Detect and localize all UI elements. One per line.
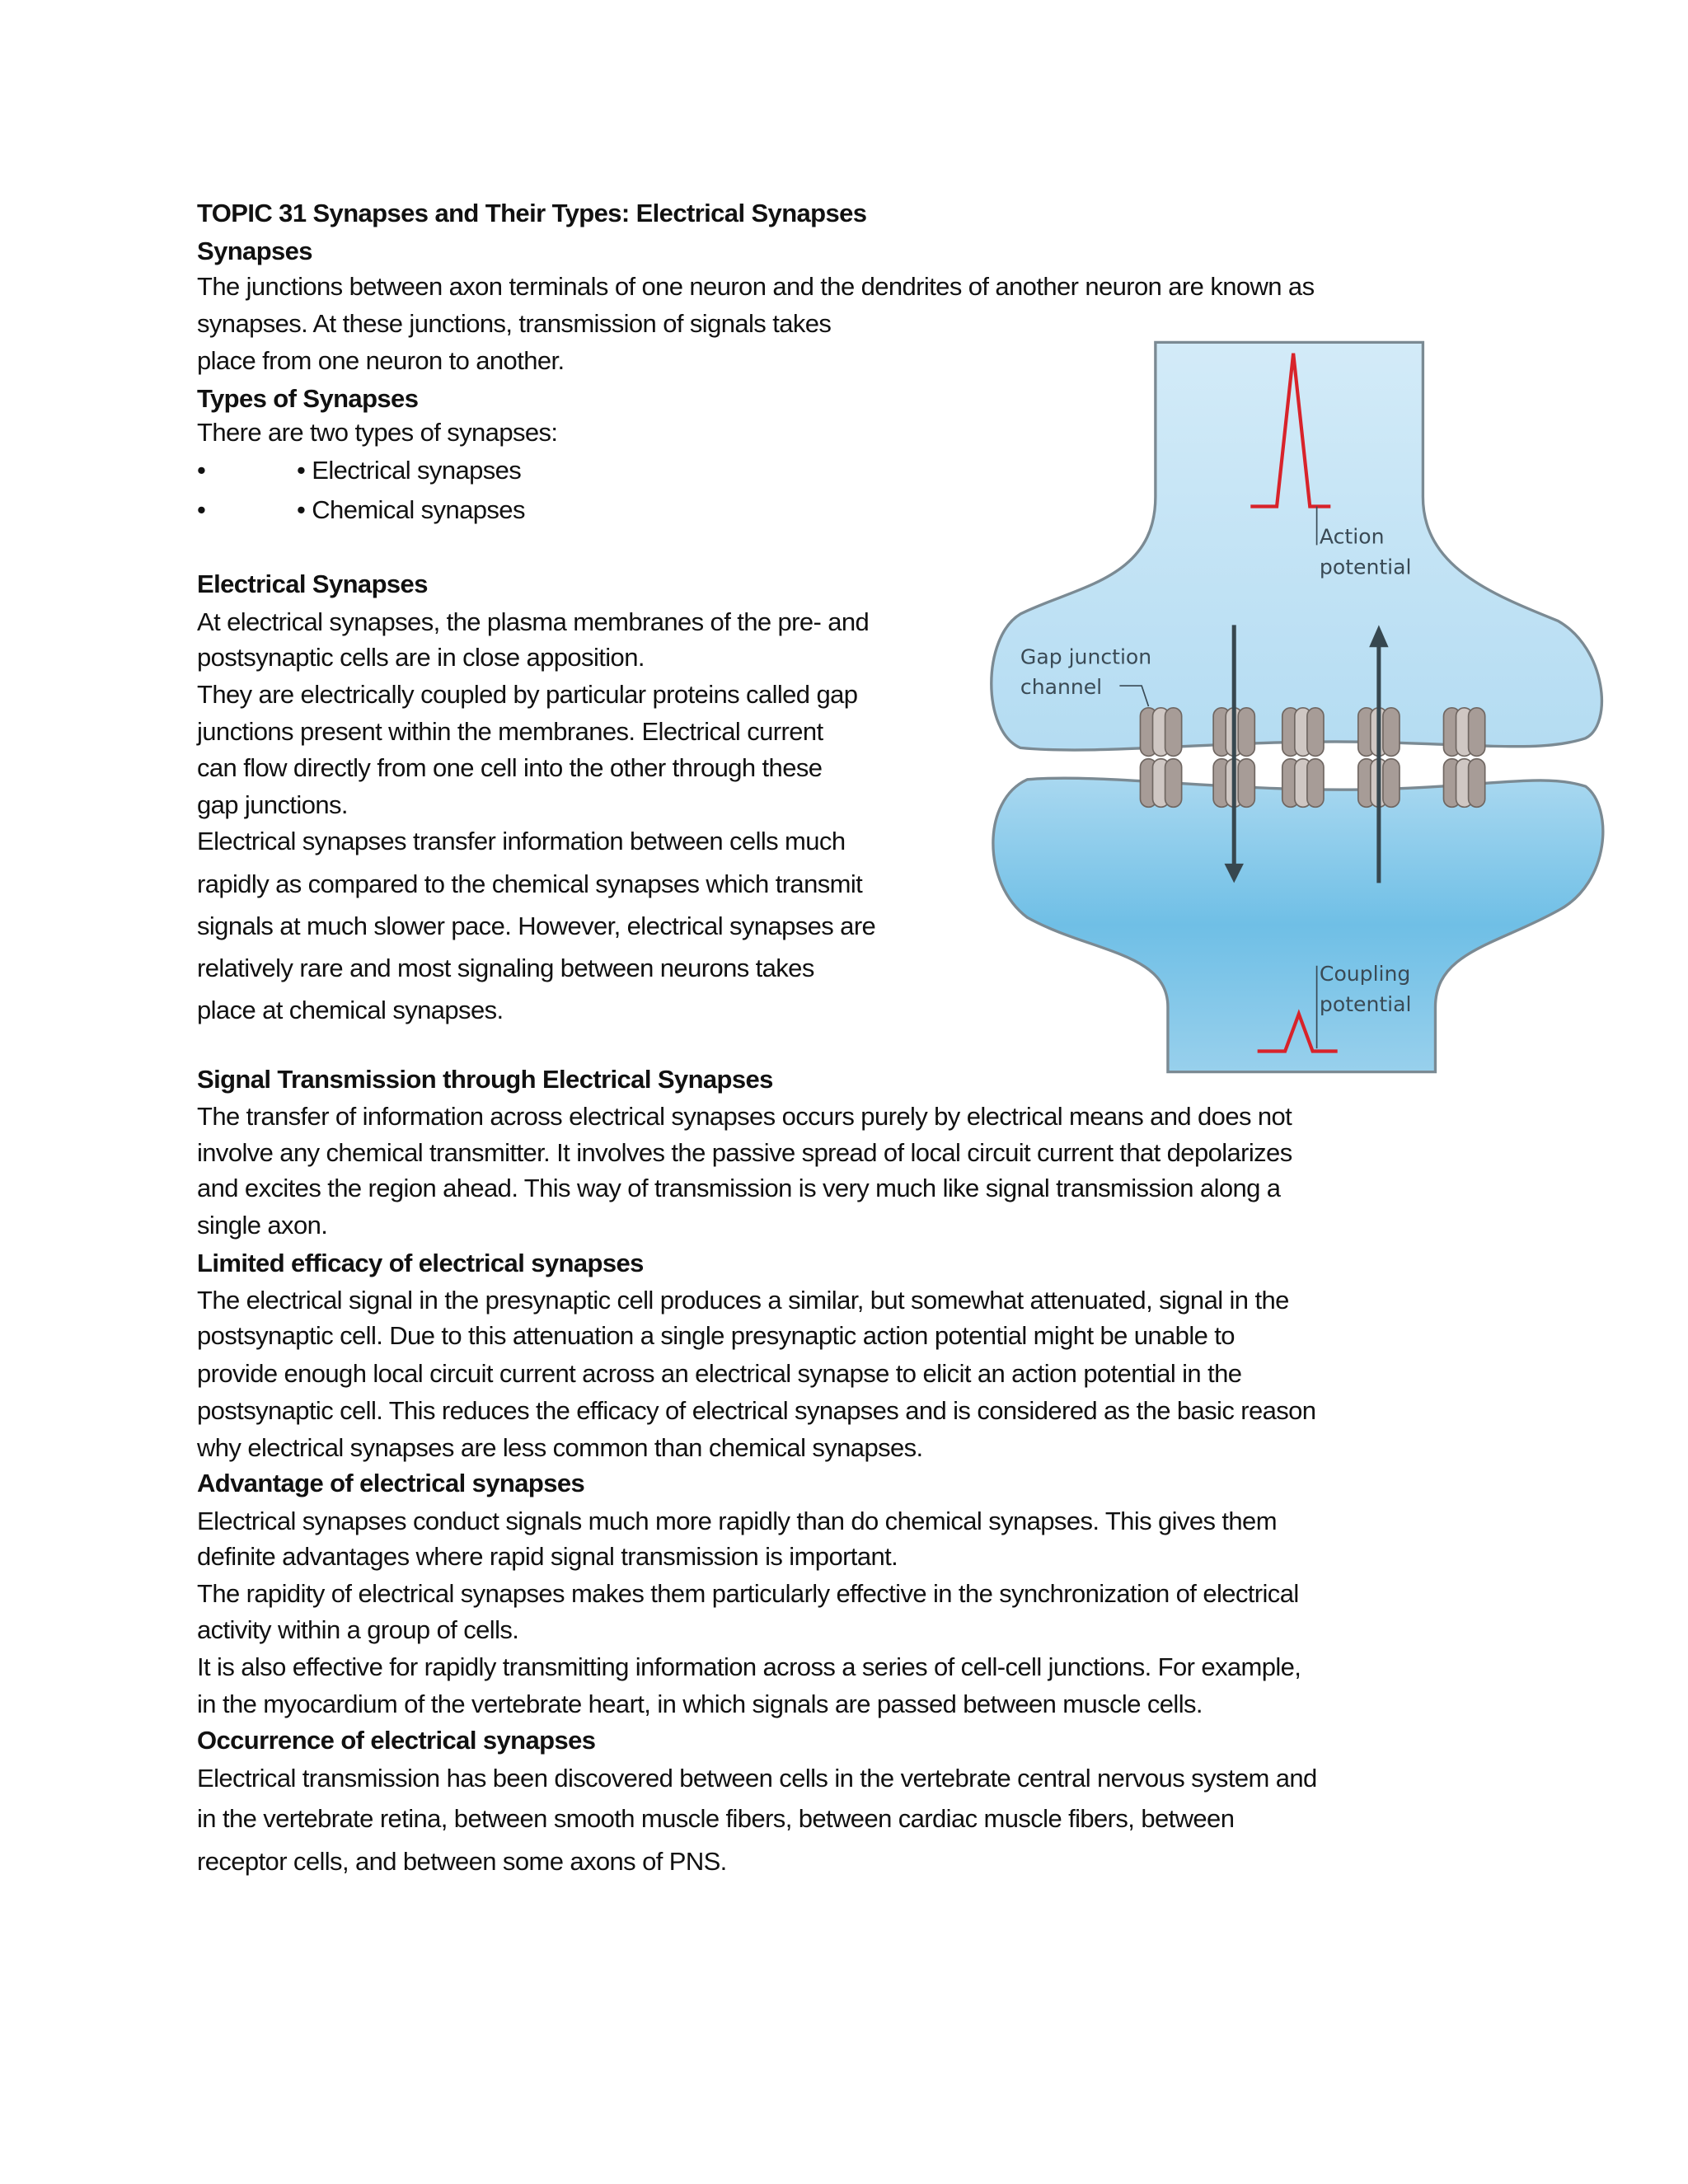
section-heading: Occurrence of electrical synapses xyxy=(197,1726,596,1755)
gap-junction-label-1: Gap junction xyxy=(1020,644,1152,669)
connexon xyxy=(1444,759,1485,808)
body-text-line: Electrical transmission has been discovered between cells in the vertebrate central nervous system and xyxy=(197,1764,1317,1793)
body-text-line: in the myocardium of the vertebrate heart, in which signals are passed between muscle cells. xyxy=(197,1690,1203,1718)
body-text-line: and excites the region ahead. This way of transmission is very much like signal transmission along a xyxy=(197,1174,1281,1202)
bullet-marker: • xyxy=(197,495,206,524)
body-text-line: activity within a group of cells. xyxy=(197,1615,519,1644)
bullet-item: • Electrical synapses xyxy=(297,456,522,485)
action-potential-label-2: potential xyxy=(1319,555,1412,579)
section-heading: Signal Transmission through Electrical Synapses xyxy=(197,1065,773,1094)
body-text-line: Electrical synapses conduct signals much more rapidly than do chemical synapses. This gives them xyxy=(197,1507,1277,1535)
section-heading: TOPIC 31 Synapses and Their Types: Electrical Synapses xyxy=(197,199,867,227)
connexon xyxy=(1140,759,1181,808)
section-heading: Electrical Synapses xyxy=(197,569,428,598)
section-heading: Advantage of electrical synapses xyxy=(197,1469,585,1497)
body-text-line: synapses. At these junctions, transmission of signals takes xyxy=(197,309,832,338)
body-text-line: It is also effective for rapidly transmitting information across a series of cell-cell junctions. For example, xyxy=(197,1652,1301,1681)
connexon xyxy=(1282,708,1324,757)
connexon xyxy=(1282,759,1324,808)
body-text-line: The junctions between axon terminals of one neuron and the dendrites of another neuron are known as xyxy=(197,272,1315,301)
body-text-line: can flow directly from one cell into the other through these xyxy=(197,753,823,782)
body-text-line: postsynaptic cell. This reduces the efficacy of electrical synapses and is considered as the basic reason xyxy=(197,1396,1316,1425)
body-text-line: At electrical synapses, the plasma membranes of the pre- and xyxy=(197,607,870,636)
section-heading: Synapses xyxy=(197,237,312,265)
body-text-line: signals at much slower pace. However, electrical synapses are xyxy=(197,912,876,940)
section-heading: Limited efficacy of electrical synapses xyxy=(197,1249,644,1277)
body-text-line: why electrical synapses are less common than chemical synapses. xyxy=(197,1433,923,1462)
body-text-line: The electrical signal in the presynaptic cell produces a similar, but somewhat attenuated, signal in the xyxy=(197,1286,1289,1315)
body-text-line: place at chemical synapses. xyxy=(197,996,504,1024)
body-text-line: single axon. xyxy=(197,1211,328,1240)
body-text-line: The rapidity of electrical synapses makes them particularly effective in the synchronization of electrical xyxy=(197,1579,1299,1608)
coupling-potential-label-1: Coupling xyxy=(1319,962,1411,987)
connexon xyxy=(1444,708,1485,757)
body-text-line: place from one neuron to another. xyxy=(197,346,565,375)
body-text-line: The transfer of information across electrical synapses occurs purely by electrical means and does not xyxy=(197,1102,1292,1131)
body-text-line: in the vertebrate retina, between smooth muscle fibers, between cardiac muscle fibers, between xyxy=(197,1804,1235,1833)
coupling-potential-label-2: potential xyxy=(1319,991,1412,1016)
body-text-line: postsynaptic cell. Due to this attenuation a single presynaptic action potential might be unable to xyxy=(197,1321,1235,1350)
body-text-line: relatively rare and most signaling between neurons takes xyxy=(197,954,814,982)
body-text-line: provide enough local circuit current across an electrical synapse to elicit an action potential in the xyxy=(197,1359,1242,1388)
postsynaptic-cell xyxy=(993,778,1603,1071)
body-text-line: junctions present within the membranes. Electrical current xyxy=(197,717,823,746)
action-potential-label-1: Action xyxy=(1319,524,1385,549)
body-text-line: postsynaptic cells are in close apposition. xyxy=(197,643,645,672)
gap-junction-label-2: channel xyxy=(1020,675,1103,700)
body-text-line: There are two types of synapses: xyxy=(197,418,558,447)
electrical-synapse-figure xyxy=(965,331,1627,1083)
body-text-line: They are electrically coupled by particular proteins called gap xyxy=(197,680,858,709)
connexon xyxy=(1140,708,1181,757)
body-text-line: definite advantages where rapid signal transmission is important. xyxy=(197,1542,898,1571)
body-text-line: receptor cells, and between some axons of PNS. xyxy=(197,1847,727,1876)
bullet-item: • Chemical synapses xyxy=(297,495,525,524)
bullet-marker: • xyxy=(197,456,206,485)
section-heading: Types of Synapses xyxy=(197,384,419,413)
body-text-line: involve any chemical transmitter. It involves the passive spread of local circuit current that depolarizes xyxy=(197,1138,1292,1167)
body-text-line: gap junctions. xyxy=(197,790,348,819)
body-text-line: Electrical synapses transfer information between cells much xyxy=(197,827,846,855)
body-text-line: rapidly as compared to the chemical synapses which transmit xyxy=(197,869,863,898)
